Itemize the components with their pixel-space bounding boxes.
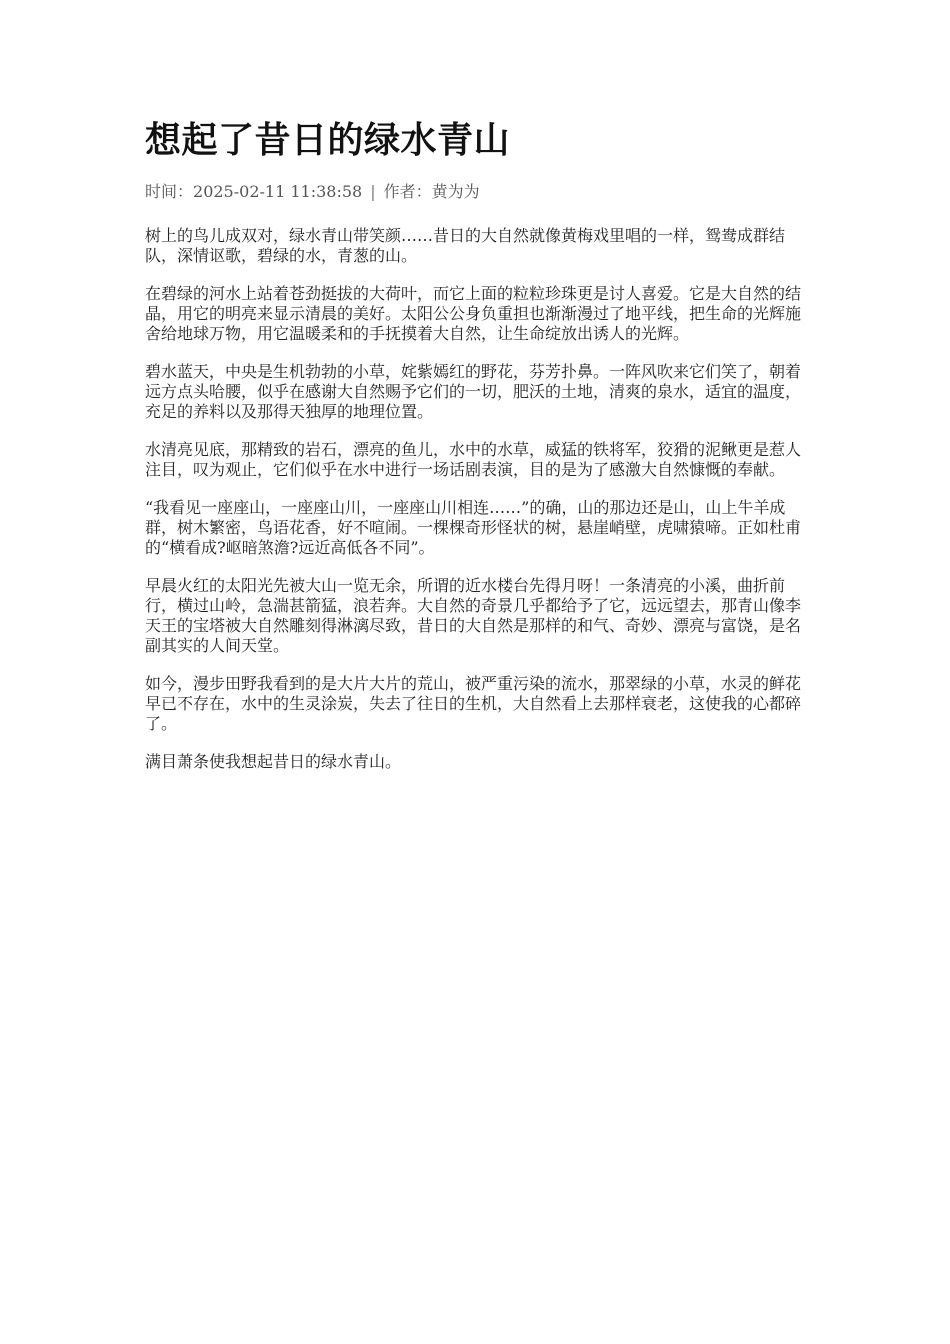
author-label: 作者： <box>383 182 432 201</box>
paragraph-1: 树上的鸟儿成双对，绿水青山带笑颜……昔日的大自然就像黄梅戏里唱的一样，鸳鸯成群结队，深情讴歌，碧绿的水，青葱的山。 <box>145 226 786 265</box>
paragraph-4: 水清亮见底，那精致的岩石，漂亮的鱼儿，水中的水草，威猛的铁将军，狡猾的泥鳅更是惹人注目，叹为观止，它们似乎在水中进行一场话剧表演，目的是为了感激大自然慷慨的奉献。 <box>145 440 802 479</box>
article <box>145 112 810 790</box>
paragraph-5: “我看见一座座山，一座座山川，一座座山川相连……”的确，山的那边还是山，山上牛羊成群，树木繁密，鸟语花香，好不喧闹。一棵棵奇形怪状的树，悬崖峭壁，虎啸猿啼。正如杜甫的“横看成?岖暗煞澹?远近高低各不同”。 <box>145 498 802 557</box>
author-value: 黄为为 <box>431 182 480 201</box>
paragraph-2: 在碧绿的河水上站着苍劲挺拔的大荷叶，而它上面的粒粒珍珠更是讨人喜爱。它是大自然的结晶，用它的明亮来显示清晨的美好。太阳公公身负重担也渐渐漫过了地平线，把生命的光辉施舍给地球万物，用它温暖柔和的手抚摸着大自然，让生命绽放出诱人的光辉。 <box>145 284 802 343</box>
article-body <box>145 226 810 772</box>
article-title: 想起了昔日的绿水青山 <box>145 119 511 161</box>
paragraph-3: 碧水蓝天，中央是生机勃勃的小草，姹紫嫣红的野花，芬芳扑鼻。一阵风吹来它们笑了，朝着远方点头哈腰，似乎在感谢大自然赐予它们的一切，肥沃的土地，清爽的泉水，适宜的温度，充足的养料以及那得天独厚的地理位置。 <box>145 362 802 421</box>
article-meta <box>145 180 810 204</box>
time-value: 2025-02-11 11:38:58 <box>193 182 363 201</box>
paragraph-8: 满目萧条使我想起昔日的绿水青山。 <box>145 752 402 771</box>
meta-separator: | <box>370 182 376 201</box>
paragraph-6: 早晨火红的太阳光先被大山一览无余，所谓的近水楼台先得月呀！一条清亮的小溪，曲折前行，横过山岭，急湍甚箭猛，浪若奔。大自然的奇景几乎都给予了它，远远望去，那青山像李天王的宝塔被大自然雕刻得淋漓尽致，昔日的大自然是那样的和气、奇妙、漂亮与富饶，是名副其实的人间天堂。 <box>145 576 802 655</box>
time-label: 时间： <box>145 182 194 201</box>
paragraph-7: 如今，漫步田野我看到的是大片大片的荒山，被严重污染的流水，那翠绿的小草，水灵的鲜花早已不存在，水中的生灵涂炭，失去了往日的生机，大自然看上去那样衰老，这使我的心都碎了。 <box>145 674 802 733</box>
